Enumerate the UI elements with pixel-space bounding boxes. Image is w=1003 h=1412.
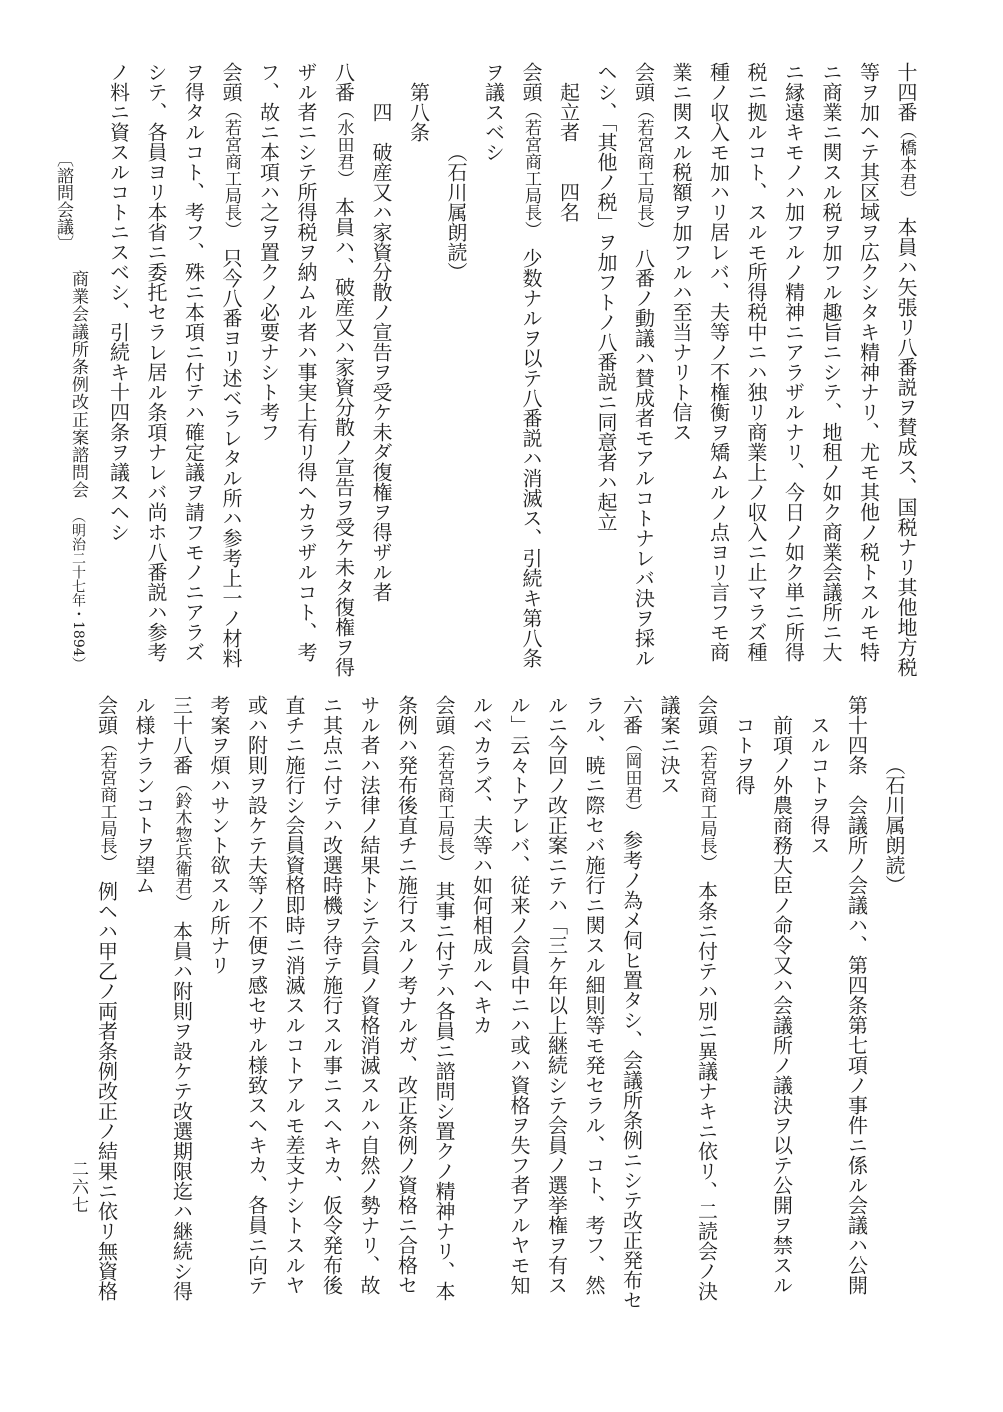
- speaker-label: 八番: [331, 62, 356, 102]
- speaker-role: （岡田君）: [621, 735, 642, 820]
- text-column: 或ハ附則ヲ設ケテ夫等ノ不便ヲ感セサル様致スヘキカ、各員ニ向テ: [244, 695, 269, 1295]
- lower-text-block: [87, 695, 912, 1310]
- text-column: ルニ今回ノ改正案ニテハ「三ケ年以上継続シテ会員ノ選挙権ヲ有ス: [544, 695, 569, 1295]
- column-text: 少数ナルヲ以テ八番説ハ消滅ス、引続キ第八条: [519, 248, 543, 668]
- article-clause: 四 破産又ハ家資分散ノ宣告ヲ受ケ未ダ復権ヲ得ザル者: [369, 102, 393, 602]
- text-column: 条例ハ発布後直チニ施行スルノ考ナルガ、改正条例ノ資格ニ合格セ: [394, 695, 419, 1295]
- speaker-role: （若宮商工局長）: [434, 735, 454, 871]
- column-text: 其事ニ付テハ各員ニ諮問シ置クノ精神ナリ、本: [432, 881, 456, 1301]
- text-column: 等ヲ加ヘテ其区域ヲ広クシタキ精神ナリ、尤モ其他ノ税トスルモ特: [856, 62, 881, 662]
- text-column: ニ其点ニ付テハ改選時機ヲ待テ施行スル事ニスヘキカ、仮令発布後: [319, 695, 344, 1295]
- article-clause: スルコトヲ得ス: [807, 715, 831, 855]
- article-clause: 前項ノ外農商務大臣ノ命令又ハ会議所ノ議決ヲ以テ公開ヲ禁スル: [769, 715, 794, 1295]
- stage-direction: （石川属朗読）: [882, 755, 906, 895]
- text-column: シテ、各員ヨリ本省ニ委托セラレ居ル条項ナレバ尚ホ八番説ハ参考: [144, 62, 168, 662]
- speaker-role: （若宮商工局長）: [221, 102, 241, 238]
- speaker-role: （橋本君）: [896, 122, 916, 207]
- running-title-text: 商業会議所条例改正案諮問会: [68, 270, 88, 499]
- text-column: 考案ヲ煩ハサント欲スル所ナリ: [207, 695, 231, 975]
- speaker-label: 会頭: [694, 695, 719, 735]
- speaker-label: 会頭: [94, 695, 119, 735]
- text-column: 議案ニ決ス: [657, 695, 681, 795]
- running-title-year: （明治二十七年・1894）: [70, 508, 86, 671]
- column-text: 本員ハ矢張リ八番説ヲ賛成ス、国税ナリ其他地方税: [894, 217, 918, 677]
- column-text: 本員ハ、破産又ハ家資分散ノ宣告ヲ受ケ未タ復権ヲ得: [331, 197, 356, 677]
- speaker-label: 六番: [619, 695, 644, 735]
- column-text: 只今八番ヨリ述ベラレタル所ハ参考上一ノ材料: [219, 248, 243, 668]
- speaker-role: （若宮商工局長）: [521, 102, 541, 238]
- speaker-role: （鈴木惣兵衛君）: [171, 775, 192, 911]
- text-column: [162, 695, 200, 1301]
- text-column: 直チニ施行シ会員資格即時ニ消滅スルコトアルモ差支ナシトスルヤ: [282, 695, 306, 1295]
- text-column: [512, 62, 550, 668]
- article-heading: 第十四条 会議所ノ会議ハ、第四条第七項ノ事件ニ係ル会議ハ公開: [844, 695, 869, 1295]
- speaker-label: 会頭: [432, 695, 456, 735]
- speaker-role: （水田君）: [333, 102, 354, 187]
- text-column: ルベカラズ、夫等ハ如何相成ルヘキカ: [469, 695, 494, 1035]
- speaker-label: 三十八番: [169, 695, 194, 775]
- text-column: [887, 62, 925, 677]
- speaker-label: 会頭: [219, 62, 243, 102]
- text-column: [687, 695, 725, 1301]
- text-column: [612, 695, 650, 1310]
- running-title: [66, 270, 90, 670]
- text-column: 種ノ収入モ加ハリ居レバ、夫等ノ不権衡ヲ矯ムルノ点ヨリ言フモ商: [706, 62, 731, 662]
- column-text: 参考ノ為メ伺ヒ置タシ、会議所条例ニシテ改正発布セ: [619, 830, 644, 1310]
- text-column: [624, 62, 662, 668]
- text-column: ノ料ニ資スルコトニスベシ、引続キ十四条ヲ議スヘシ: [106, 62, 131, 542]
- article-clause: コトヲ得: [732, 715, 756, 795]
- speaker-label: 会頭: [519, 62, 543, 102]
- column-text: 例ヘハ甲乙ノ両者条例改正ノ結果ニ依リ無資格: [94, 881, 119, 1301]
- column-text: 本員ハ附則ヲ設ケテ改選期限迄ハ継続シ得: [169, 921, 194, 1301]
- vote-result: 起立者 四名: [556, 82, 581, 222]
- text-column: ヲ得タルコト、考フ、殊ニ本項ニ付テハ確定議ヲ請フモノニアラズ: [181, 62, 206, 662]
- text-column: ザル者ニシテ所得税ヲ納ムル者ハ事実上有リ得ヘカラザルコト、考: [294, 62, 318, 662]
- text-column: ル」云々トアレバ、従来ノ会員中ニハ或ハ資格ヲ失フ者アルヤモ知: [507, 695, 531, 1295]
- text-column: ヘシ、「其他ノ税」ヲ加フトノ八番説ニ同意者ハ起立: [594, 62, 618, 532]
- speaker-role: （若宮商工局長）: [633, 102, 654, 238]
- upper-text-block: [99, 62, 924, 677]
- text-column: フ、故ニ本項ハ之ヲ置クノ必要ナシト考フ: [256, 62, 281, 442]
- article-heading: 第八条: [406, 82, 431, 142]
- text-column: ニ商業ニ関スル税ヲ加フル趣旨ニシテ、地租ノ如ク商業会議所ニ大: [819, 62, 843, 662]
- speaker-label: 会頭: [631, 62, 656, 102]
- speaker-role: （若宮商工局長）: [696, 735, 717, 871]
- speaker-label: 十四番: [894, 62, 918, 122]
- section-tag: 〔諮問会議〕: [53, 150, 73, 252]
- text-column: 税ニ拠ルコト、スルモ所得税中ニハ独リ商業上ノ収入ニ止マラズ種: [744, 62, 768, 662]
- text-column: ヲ議スベシ: [481, 62, 506, 162]
- text-column: ラル、暁ニ際セバ施行ニ関スル細則等モ発セラル、コト、考フ、然: [582, 695, 606, 1295]
- speaker-role: （若宮商工局長）: [96, 735, 117, 871]
- text-column: [212, 62, 250, 668]
- text-column: ニ縁遠キモノハ加フルノ精神ニアラザルナリ、今日ノ如ク単ニ所得: [781, 62, 806, 662]
- column-text: 本条ニ付テハ別ニ異議ナキニ依リ、二読会ノ決: [694, 881, 719, 1301]
- text-column: ル様ナランコトヲ望ム: [132, 695, 156, 895]
- stage-direction: （石川属朗読）: [444, 142, 468, 282]
- text-column: [425, 695, 463, 1301]
- page-number: 二六七: [68, 1160, 88, 1214]
- text-column: 業ニ関スル税額ヲ加フルハ至当ナリト信ス: [669, 62, 693, 442]
- column-text: 八番ノ動議ハ賛成者モアルコトナレバ決ヲ採ル: [631, 248, 656, 668]
- text-column: [324, 62, 362, 677]
- text-column: サル者ハ法律ノ結果トシテ会員ノ資格消滅スルハ自然ノ勢ナリ、故: [357, 695, 381, 1295]
- text-column: [87, 695, 125, 1301]
